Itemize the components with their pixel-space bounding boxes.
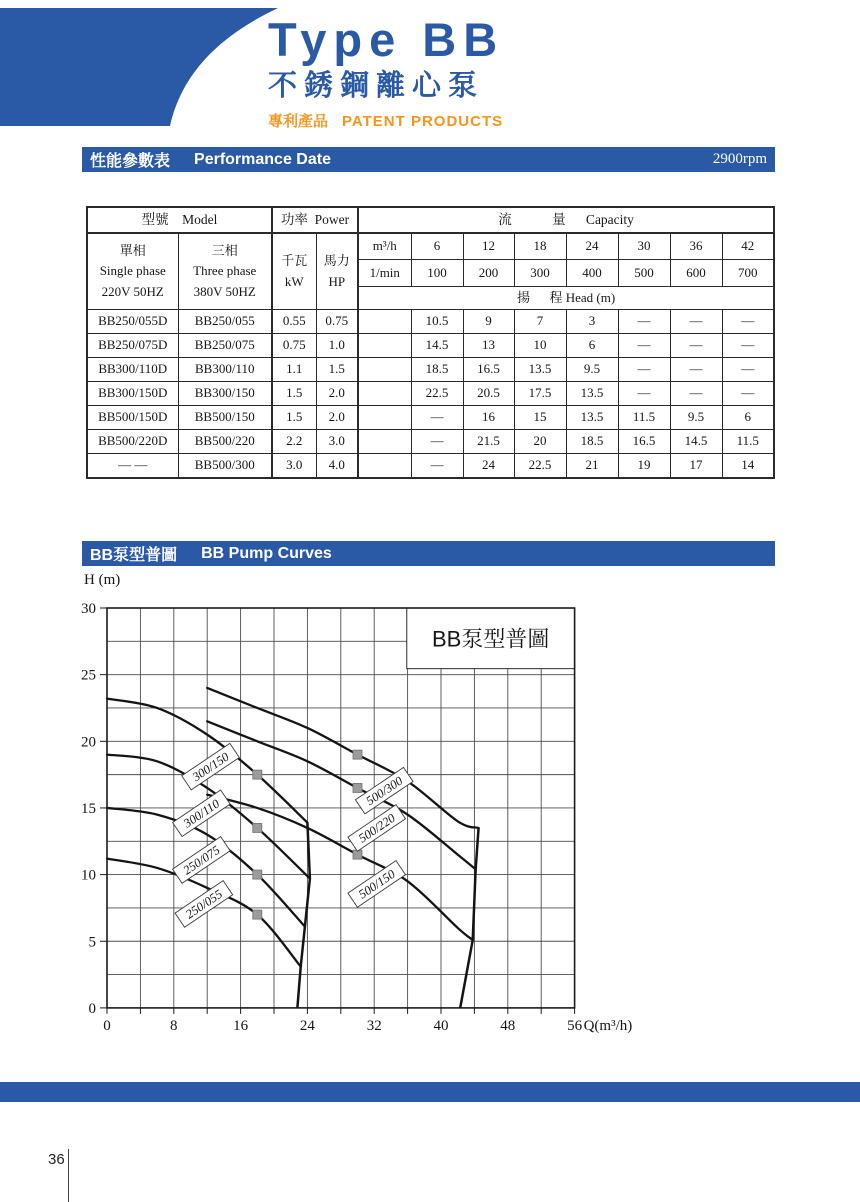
head-value: 9 bbox=[463, 310, 514, 334]
model-single-phase: BB250/055D bbox=[87, 310, 178, 334]
y-tick-label: 15 bbox=[81, 800, 96, 817]
head-value: — bbox=[722, 358, 774, 382]
y-tick-label: 10 bbox=[81, 867, 96, 884]
x-tick-label: 32 bbox=[366, 1017, 382, 1034]
pump-curves-chart bbox=[78, 550, 728, 1055]
flow-lmin-value: 600 bbox=[670, 260, 722, 287]
flow-m3h-value: 42 bbox=[722, 233, 774, 260]
flow-m3h-value: 12 bbox=[463, 233, 514, 260]
svg-text:500/150: 500/150 bbox=[355, 866, 398, 902]
head-value: 15 bbox=[514, 406, 566, 430]
spacer-cell bbox=[358, 454, 411, 479]
spacer-cell bbox=[358, 382, 411, 406]
y-tick-label: 20 bbox=[81, 734, 96, 751]
head-value: — bbox=[618, 382, 670, 406]
rpm-badge: 2900rpm bbox=[712, 151, 767, 167]
head-value: 16.5 bbox=[463, 358, 514, 382]
cutoff-line bbox=[297, 823, 310, 1008]
flow-m3h-value: 6 bbox=[411, 233, 463, 260]
head-value: 11.5 bbox=[722, 430, 774, 454]
flow-m3h-value: 24 bbox=[566, 233, 618, 260]
performance-title-en: Performance Date bbox=[194, 150, 331, 168]
header-hp: 馬力 HP bbox=[316, 233, 358, 310]
x-tick-label: 8 bbox=[170, 1017, 178, 1034]
head-value: 3 bbox=[566, 310, 618, 334]
head-value: 13.5 bbox=[514, 358, 566, 382]
power-hp: 2.0 bbox=[316, 382, 358, 406]
spacer-cell bbox=[358, 358, 411, 382]
performance-table bbox=[86, 206, 775, 479]
model-single-phase: BB250/075D bbox=[87, 334, 178, 358]
x-tick-label: 16 bbox=[233, 1017, 249, 1034]
y-tick-label: 0 bbox=[88, 1000, 96, 1017]
head-value: 18.5 bbox=[566, 430, 618, 454]
head-value: 22.5 bbox=[411, 382, 463, 406]
product-subtitle-cn: 不銹鋼離心泵 bbox=[268, 70, 485, 102]
marker-250-075 bbox=[253, 870, 262, 879]
marker-500-300 bbox=[353, 750, 362, 759]
svg-text:250/075: 250/075 bbox=[180, 842, 223, 878]
model-single-phase: BB300/110D bbox=[87, 358, 178, 382]
model-single-phase: BB500/150D bbox=[87, 406, 178, 430]
head-value: — bbox=[411, 406, 463, 430]
head-value: 11.5 bbox=[618, 406, 670, 430]
head-value: — bbox=[670, 358, 722, 382]
head-value: — bbox=[670, 382, 722, 406]
header-power: 功率 Power bbox=[272, 207, 358, 233]
x-tick-label: 56 bbox=[567, 1017, 583, 1034]
patent-line bbox=[268, 110, 504, 131]
curve-500-150 bbox=[207, 795, 473, 940]
head-value: 16 bbox=[463, 406, 514, 430]
head-value: 13.5 bbox=[566, 382, 618, 406]
head-value: 7 bbox=[514, 310, 566, 334]
head-value: 9.5 bbox=[670, 406, 722, 430]
flow-lmin-value: 100 bbox=[411, 260, 463, 287]
y-tick-label: 25 bbox=[81, 667, 96, 684]
head-value: 6 bbox=[722, 406, 774, 430]
head-value: 14.5 bbox=[411, 334, 463, 358]
svg-text:500/300: 500/300 bbox=[363, 773, 406, 809]
chart-title: BB泵型普圖 bbox=[432, 626, 550, 652]
head-value: — bbox=[722, 382, 774, 406]
power-hp: 2.0 bbox=[316, 406, 358, 430]
page-number-rule bbox=[68, 1149, 69, 1202]
head-value: 17 bbox=[670, 454, 722, 479]
curve-label-300-110 bbox=[173, 790, 231, 837]
model-three-phase: BB500/220 bbox=[178, 430, 272, 454]
product-type-title: Type BB bbox=[268, 13, 505, 66]
head-value: 20 bbox=[514, 430, 566, 454]
model-three-phase: BB500/150 bbox=[178, 406, 272, 430]
svg-text:300/150: 300/150 bbox=[189, 749, 232, 785]
power-kw: 1.5 bbox=[272, 406, 316, 430]
power-kw: 0.55 bbox=[272, 310, 316, 334]
model-three-phase: BB300/150 bbox=[178, 382, 272, 406]
section-bar-performance bbox=[82, 147, 775, 172]
marker-250-055 bbox=[253, 910, 262, 919]
head-value: 18.5 bbox=[411, 358, 463, 382]
head-value: 9.5 bbox=[566, 358, 618, 382]
head-value: 24 bbox=[463, 454, 514, 479]
model-single-phase: — — bbox=[87, 454, 178, 479]
power-hp: 4.0 bbox=[316, 454, 358, 479]
curve-label-500-220 bbox=[348, 805, 406, 852]
head-value: — bbox=[618, 334, 670, 358]
head-value: 21 bbox=[566, 454, 618, 479]
spacer-cell bbox=[358, 310, 411, 334]
header-kw: 千瓦 kW bbox=[272, 233, 316, 310]
marker-500-220 bbox=[353, 783, 362, 792]
y-tick-label: 30 bbox=[81, 601, 96, 617]
flow-m3h-value: 18 bbox=[514, 233, 566, 260]
header-three-phase: 三相 Three phase 380V 50HZ bbox=[178, 233, 272, 310]
power-kw: 1.1 bbox=[272, 358, 316, 382]
head-value: 14 bbox=[722, 454, 774, 479]
page-number: 36 bbox=[48, 1151, 65, 1168]
spacer-cell bbox=[358, 406, 411, 430]
head-value: — bbox=[411, 454, 463, 479]
curves-title-en: BB Pump Curves bbox=[201, 544, 332, 562]
power-hp: 3.0 bbox=[316, 430, 358, 454]
head-value: — bbox=[411, 430, 463, 454]
patent-label-cn: 專利產品 bbox=[268, 113, 329, 130]
model-single-phase: BB300/150D bbox=[87, 382, 178, 406]
header-model: 型號 Model bbox=[87, 207, 272, 233]
power-kw: 1.5 bbox=[272, 382, 316, 406]
model-single-phase: BB500/220D bbox=[87, 430, 178, 454]
x-axis-label: Q(m³/h) bbox=[583, 1017, 633, 1034]
flow-lmin-value: 200 bbox=[463, 260, 514, 287]
x-tick-label: 0 bbox=[103, 1017, 111, 1034]
flow-unit-m3h: m³/h bbox=[358, 233, 411, 260]
svg-text:300/110: 300/110 bbox=[181, 796, 223, 831]
head-value: 10.5 bbox=[411, 310, 463, 334]
power-hp: 1.5 bbox=[316, 358, 358, 382]
head-value: 20.5 bbox=[463, 382, 514, 406]
head-value: 19 bbox=[618, 454, 670, 479]
head-value: — bbox=[670, 334, 722, 358]
patent-label-en: PATENT PRODUCTS bbox=[342, 113, 504, 130]
power-kw: 3.0 bbox=[272, 454, 316, 479]
performance-title-cn: 性能參數表 bbox=[90, 153, 171, 170]
x-tick-label: 48 bbox=[500, 1017, 516, 1034]
model-three-phase: BB250/075 bbox=[178, 334, 272, 358]
x-tick-label: 24 bbox=[299, 1017, 315, 1034]
header-head-m: 揚 程 Head (m) bbox=[358, 287, 774, 310]
y-axis-label: H (m) bbox=[84, 572, 121, 588]
flow-lmin-value: 300 bbox=[514, 260, 566, 287]
footer-bar bbox=[0, 1082, 860, 1102]
y-tick-label: 5 bbox=[88, 934, 96, 951]
head-value: 10 bbox=[514, 334, 566, 358]
flow-m3h-value: 30 bbox=[618, 233, 670, 260]
power-hp: 0.75 bbox=[316, 310, 358, 334]
spacer-cell bbox=[358, 334, 411, 358]
brand-block bbox=[268, 13, 505, 131]
x-tick-label: 40 bbox=[433, 1017, 449, 1034]
flow-lmin-value: 500 bbox=[618, 260, 670, 287]
spacer-cell bbox=[358, 430, 411, 454]
head-value: — bbox=[618, 358, 670, 382]
svg-text:500/220: 500/220 bbox=[355, 810, 398, 846]
marker-300-110 bbox=[253, 823, 262, 832]
head-value: 13.5 bbox=[566, 406, 618, 430]
head-value: — bbox=[722, 310, 774, 334]
curve-label-300-150 bbox=[182, 743, 240, 790]
head-value: 16.5 bbox=[618, 430, 670, 454]
model-three-phase: BB250/055 bbox=[178, 310, 272, 334]
head-value: 17.5 bbox=[514, 382, 566, 406]
flow-unit-lmin: 1/min bbox=[358, 260, 411, 287]
head-value: 21.5 bbox=[463, 430, 514, 454]
marker-300-150 bbox=[253, 770, 262, 779]
flow-lmin-value: 400 bbox=[566, 260, 618, 287]
head-value: — bbox=[618, 310, 670, 334]
model-three-phase: BB500/300 bbox=[178, 454, 272, 479]
head-value: — bbox=[670, 310, 722, 334]
head-value: 14.5 bbox=[670, 430, 722, 454]
header-capacity: 流 量 Capacity bbox=[358, 207, 774, 233]
power-kw: 0.75 bbox=[272, 334, 316, 358]
head-value: — bbox=[722, 334, 774, 358]
flow-lmin-value: 700 bbox=[722, 260, 774, 287]
curve-label-500-150 bbox=[348, 861, 406, 908]
curve-label-250-075 bbox=[173, 837, 231, 884]
head-value: 6 bbox=[566, 334, 618, 358]
model-three-phase: BB300/110 bbox=[178, 358, 272, 382]
pump-curves-svg bbox=[78, 550, 728, 1050]
head-value: 13 bbox=[463, 334, 514, 358]
head-value: 22.5 bbox=[514, 454, 566, 479]
curves-title-cn: BB泵型普圖 bbox=[90, 547, 178, 564]
power-hp: 1.0 bbox=[316, 334, 358, 358]
header-single-phase: 單相 Single phase 220V 50HZ bbox=[87, 233, 178, 310]
cutoff-line bbox=[460, 828, 478, 1008]
header-swoosh-shape bbox=[0, 0, 300, 130]
flow-m3h-value: 36 bbox=[670, 233, 722, 260]
svg-text:250/055: 250/055 bbox=[183, 886, 225, 922]
curve-500-300 bbox=[207, 688, 478, 828]
power-kw: 2.2 bbox=[272, 430, 316, 454]
